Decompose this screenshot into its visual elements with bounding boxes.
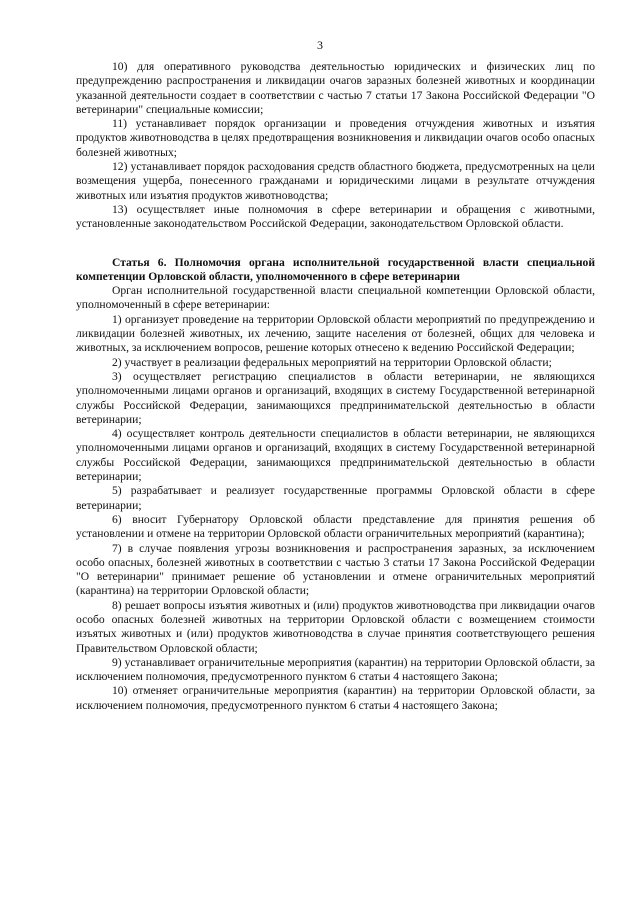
- paragraph-article-6-item-8: 8) решает вопросы изъятия животных и (или) продуктов животноводства при ликвидации очагов особо опасных болезней животных на территории Орловской области с возмещением стоимости изъятых животных и (или) продуктов животноводства в случае принятия соответствующего решения Правительством Орловской области;: [76, 598, 595, 655]
- paragraph-article-6-item-9: 9) устанавливает ограничительные мероприятия (карантин) на территории Орловской области, за исключением полномочия, предусмотренного пунктом 6 статьи 4 настоящего Закона;: [76, 655, 595, 684]
- paragraph-item-10-commissions: 10) для оперативного руководства деятельностью юридических и физических лиц по предупреждению распространения и ликвидации очагов заразных болезней животных и координации указанной деятельности создает в соответствии с частью 7 статьи 17 Закона Российской Федерации "О ветеринарии" специальные комиссии;: [76, 60, 595, 116]
- paragraph-article-6-item-6: 6) вносит Губернатору Орловской области представление для принятия решения об установлении и отмене на территории Орловской области ограничительных мероприятий (карантина);: [76, 512, 595, 541]
- page-number: 3: [317, 38, 323, 52]
- article-6-heading: Статья 6. Полномочия органа исполнительной государственной власти специальной компетенции Орловской области, уполномоченного в сфере ветеринарии: [76, 255, 595, 283]
- paragraph-article-6-item-10: 10) отменяет ограничительные мероприятия (карантин) на территории Орловской области, за исключением полномочия, предусмотренного пунктом 6 статьи 4 настоящего Закона;: [76, 684, 595, 712]
- section-spacer: [76, 232, 595, 256]
- paragraph-article-6-item-3: 3) осуществляет регистрацию специалистов в области ветеринарии, не являющихся уполномоченными лицами органов и организаций, входящих в систему Государственной ветеринарной службы Российской Федерации, занимающихся предпринимательской деятельностью в области ветеринарии;: [76, 369, 595, 426]
- paragraph-article-6-item-4: 4) осуществляет контроль деятельности специалистов в области ветеринарии, не являющихся уполномоченными лицами органов и организаций, входящих в систему Государственной ветеринарной службы Российской Федерации, занимающихся предпринимательской деятельностью в области ветеринарии;: [76, 427, 595, 484]
- paragraph-article-6-item-1: 1) организует проведение на территории Орловской области мероприятий по предупреждению и ликвидации болезней животных, их лечению, защите населения от болезней, общих для человека и животных, за исключением вопросов, решение которых отнесено к ведению Российской Федерации;: [76, 312, 595, 355]
- paragraph-article-6-item-2: 2) участвует в реализации федеральных мероприятий на территории Орловской области;: [112, 355, 552, 369]
- paragraph-item-12-budget-procedure: 12) устанавливает порядок расходования средств областного бюджета, предусмотренных на цели возмещения ущерба, понесенного гражданами и юридическими лицами в результате отчуждения животных или изъятия продуктов животноводства;: [76, 160, 595, 202]
- paragraph-article-6-item-7: 7) в случае появления угрозы возникновения и распространения заразных, за исключением особо опасных, болезней животных в соответствии с частью 3 статьи 17 Закона Российской Федерации "О ветеринарии" принимает решение об установлении и отмене ограничительных мероприятий (карантина) на территории Орловской области;: [76, 541, 595, 598]
- paragraph-item-13-other-powers: 13) осуществляет иные полномочия в сфере ветеринарии и обращения с животными, установленные законодательством Российской Федерации, законодательством Орловской области.: [76, 202, 595, 231]
- document-body: [76, 60, 595, 713]
- paragraph-article-6-intro: Орган исполнительной государственной власти специальной компетенции Орловской области, уполномоченный в сфере ветеринарии:: [76, 284, 595, 312]
- paragraph-item-11-alienation-procedure: 11) устанавливает порядок организации и проведения отчуждения животных и изъятия продуктов животноводства в целях предотвращения возникновения и ликвидации очагов особо опасных болезней животных;: [76, 117, 595, 159]
- paragraph-article-6-item-5: 5) разрабатывает и реализует государственные программы Орловской области в сфере ветеринарии;: [76, 484, 595, 512]
